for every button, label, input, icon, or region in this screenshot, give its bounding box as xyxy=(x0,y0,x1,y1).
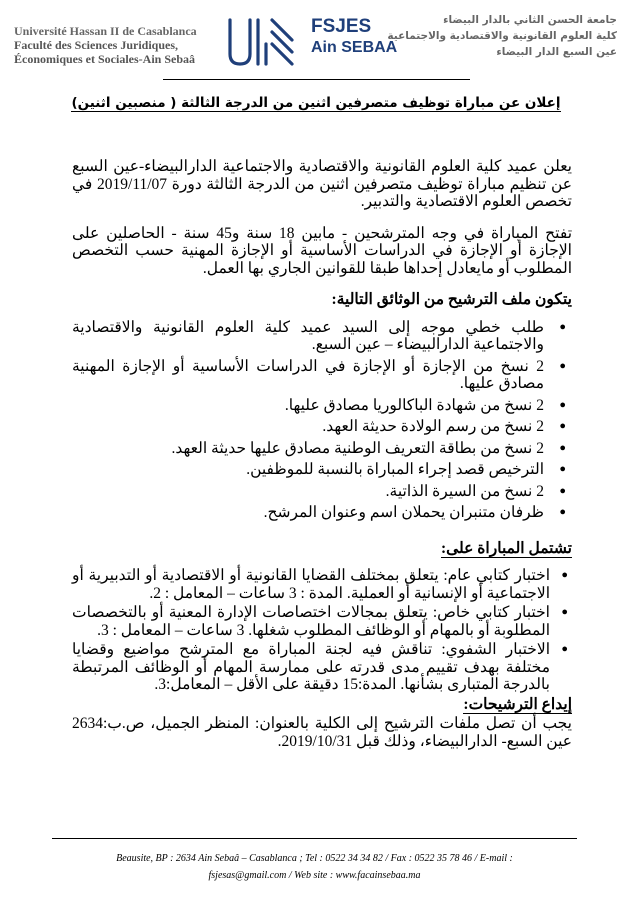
list-item: ● ظرفان متنبران يحملان اسم وعنوان المرشح. xyxy=(72,504,544,522)
brand-subtitle: Ain SEBAA xyxy=(311,39,398,56)
exams-heading-text: تشتمل المباراة على: xyxy=(440,539,572,557)
footer-contact-line2: fsjesas@gmail.com / Web site : www.facainsebaa.ma xyxy=(208,870,421,881)
announcement-body xyxy=(72,158,572,764)
announcement-title xyxy=(40,94,592,112)
list-item: ● 2 نسخ من الإجازة أو الإجازة في الدراسات الأساسية أو الإجازة المهنية مصادق عليها. xyxy=(72,358,544,393)
exams-list xyxy=(72,567,572,694)
faculty-location-ar: عين السبع الدار البيضاء xyxy=(496,46,617,58)
header-university-ar xyxy=(387,12,617,60)
footer-divider xyxy=(52,838,577,839)
header-divider xyxy=(163,79,470,80)
footer-contact-line1: Beausite, BP : 2634 Ain Sebaâ – Casablanca ; Tel : 0522 34 34 82 / Fax : 0522 35 78 46 / E-mail : xyxy=(116,853,513,864)
faculty-name-fr-line2: Économiques et Sociales-Ain Sebaâ xyxy=(14,52,196,66)
list-item: ● طلب خطي موجه إلى السيد عميد كلية العلوم القانونية والاقتصادية والاجتماعية الدارالبيضاء – عين السبع. xyxy=(72,319,544,354)
list-item: ● 2 نسخ من السيرة الذاتية. xyxy=(72,483,544,501)
fsjes-logo-icon xyxy=(226,14,296,72)
list-item: ● الترخيص قصد إجراء المباراة بالنسبة للموظفين. xyxy=(72,461,544,479)
intro-paragraph-2: تفتح المباراة في وجه المترشحين - مابين 18 سنة و45 سنة - الحاصلين على الإجازة أو الإجازة في الدراسات الأساسية أو الإجازة المهنية حسب التخصص المطلوب أو مايعادل إحداها طبقا للقوانين الجاري بها العمل. xyxy=(72,224,573,277)
header-university-fr xyxy=(14,24,214,66)
intro-paragraph-1: يعلن عميد كلية العلوم القانونية والاقتصادية والاجتماعية الدارالبيضاء-عين السبع عن تنظيم مباراة توظيف متصرفين اثنين من الدرجة الثالثة دورة 2019/11/07 في تخصص العلوم الاقتصادية والتدبير. xyxy=(72,158,572,210)
list-item: ● الاختبار الشفوي: تناقش فيه لجنة المباراة مع المترشح مواضيع وقضايا مختلفة بهدف تقييم مدى قدرته على ممارسة المهام أو الوظائف المرتبطة بالدرجة المتبارى بشأنها. المدة:15 دقيقة على الأقل – المعامل:3. xyxy=(72,641,550,694)
list-item: ● 2 نسخ من شهادة الباكالوريا مصادق عليها. xyxy=(72,397,544,415)
list-item: ● 2 نسخ من رسم الولادة حديثة العهد. xyxy=(72,418,544,436)
submission-text: يجب أن تصل ملفات الترشيح إلى الكلية بالعنوان: المنظر الجميل، ص.ب:2634 عين السبع- الدارالبيضاء، وذلك قبل 2019/10/31. xyxy=(72,715,572,750)
submission-heading xyxy=(72,696,572,714)
exams-heading xyxy=(72,540,572,558)
faculty-name-ar: كلية العلوم القانونية والاقتصادية والاجتماعية xyxy=(387,30,617,42)
list-item: ● اختبار كتابي خاص: يتعلق بمجالات اختصاصات الإدارة المعنية أو بالتخصصات المطلوبة أو بالمهام أو الوظائف المطلوب شغلها. 3 ساعات – المعامل : 3. xyxy=(72,604,550,639)
documents-list xyxy=(72,319,572,522)
university-name-ar: جامعة الحسن الثاني بالدار البيضاء xyxy=(443,14,617,26)
faculty-name-fr-line1: Faculté des Sciences Juridiques, xyxy=(14,38,178,52)
brand-name: FSJES xyxy=(311,16,372,37)
submission-heading-text: إيداع الترشيحات: xyxy=(463,695,572,713)
list-item: ● اختبار كتابي عام: يتعلق بمختلف القضايا القانونية أو الاقتصادية أو التدبيرية أو الاجتماعية أو الإنسانية أو العملية. المدة : 3 ساعات – المعامل : 2. xyxy=(72,567,550,602)
fsjes-logo-graphic xyxy=(226,14,296,72)
documents-heading: يتكون ملف الترشيح من الوثائق التالية: xyxy=(331,291,572,308)
university-name-fr: Université Hassan II de Casablanca xyxy=(14,24,197,38)
list-item: ● 2 نسخ من بطاقة التعريف الوطنية مصادق عليها حديثة العهد. xyxy=(72,440,544,458)
footer xyxy=(40,850,589,884)
announcement-title-text: إعلان عن مباراة توظيف متصرفين اثنين من الدرجة الثالثة ( منصبين اثنين) xyxy=(71,95,561,111)
brand-block xyxy=(311,16,397,58)
